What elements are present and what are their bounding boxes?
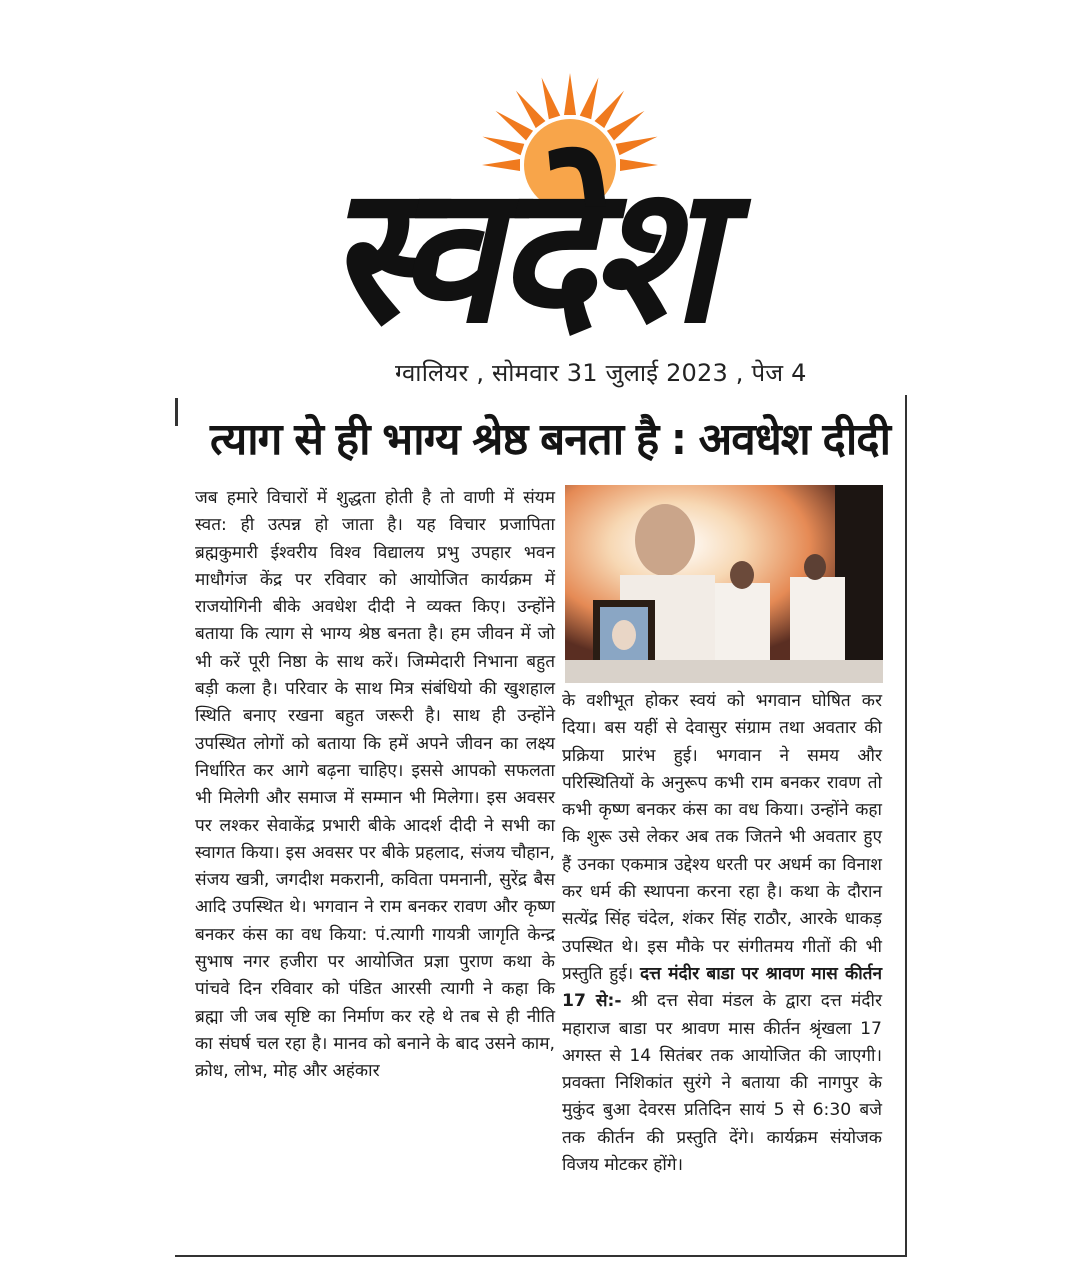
masthead-logo xyxy=(170,70,900,365)
right-column-tail-text: श्री दत्त सेवा मंडल के द्वारा दत्त मंदीर महाराज बाडा पर श्रावण मास कीर्तन श्रृंखला 17 अगस्त से 14 सितंबर तक आयोजित की जाएगी। प्रवक्ता निशिकांत सुरंगे ने बताया की नागपुर के मुकुंद बुआ देवरस प्रतिदिन सायं 5 से 6:30 बजे तक कीर्तन की प्रस्तुति देंगे। कार्यक्रम संयोजक विजय मोटकर होंगे। xyxy=(562,991,882,1176)
dateline: ग्वालियर , सोमवार 31 जुलाई 2023 , पेज 4 xyxy=(395,359,807,387)
clipping-mark xyxy=(175,398,178,426)
brand-title: स्वदेश xyxy=(318,144,752,365)
article-headline: त्याग से ही भाग्य श्रेष्ठ बनता है : अवधेश दीदी xyxy=(210,414,890,465)
event-photo xyxy=(565,485,883,683)
right-column-text: के वशीभूत होकर स्वयं को भगवान घोषित कर दिया। बस यहीं से देवासुर संग्राम तथा अवतार की प्रक्रिया प्रारंभ हुई। भगवान ने समय और परिस्थितियों के अनुरूप कभी राम बनकर रावण तो कभी कृष्ण बनकर कंस का वध किया। उन्होंने कहा कि शुरू उसे लेकर अब तक जितने भी अवतार हुए हैं उनका एकमात्र उद्देश्य धरती पर अधर्म का विनाश कर धर्म की स्थापना करना रहा है। कथा के दौरान सत्येंद्र सिंह चंदेल, शंकर सिंह राठौर, आरके धाकड़ उपस्थित थे। इस मौके पर संगीतमय गीतों की भी प्रस्तुति हुई। xyxy=(562,691,882,984)
article-subhead: दत्त मंदीर बाडा पर श्रावण मास कीर्तन 17 से:- xyxy=(562,963,882,1012)
article-right-column xyxy=(562,688,882,1179)
event-photo-image xyxy=(565,485,883,683)
article-left-column: जब हमारे विचारों में शुद्धता होती है तो वाणी में संयम स्वत: ही उत्पन्न हो जाता है। यह विचार प्रजापिता ब्रह्मकुमारी ईश्वरीय विश्व विद्यालय प्रभु उपहार भवन माधौगंज केंद्र पर रविवार को आयोजित कार्यक्रम में राजयोगिनी बीके अवधेश दीदी ने व्यक्त किए। उन्होंने बताया कि त्याग से भाग्य श्रेष्ठ बनता है। हम जीवन में जो भी करें पूरी निष्ठा के साथ करें। जिम्मेदारी निभाना बहुत बड़ी कला है। परिवार के साथ मित्र संबंधियो की खुशहाल स्थिति बनाए रखना बहुत जरूरी है। साथ ही उन्होंने उपस्थित लोगों को बताया कि हमें अपने जीवन का लक्ष्य निर्धारित कर आगे बढ़ना चाहिए। इससे आपको सफलता भी मिलेगी और समाज में सम्मान भी मिलेगा। इस अवसर पर लश्कर सेवाकेंद्र प्रभारी बीके आदर्श दीदी ने सभी का स्वागत किया। इस अवसर पर बीके प्रहलाद, संजय चौहान, संजय खत्री, जगदीश मकरानी, कविता पमनानी, सुरेंद्र बैस आदि उपस्थित थे। भगवान ने राम बनकर रावण और कृष्ण बनकर कंस का वध किया: पं.त्यागी गायत्री जागृति केन्द्र सुभाष नगर हजीरा पर आयोजित प्रज्ञा पुराण कथा के पांचवे दिन रविवार को पंडित आरसी त्यागी ने कहा कि ब्रह्मा जी जब सृष्टि का निर्माण कर रहे थे तब से ही नीति का संघर्ष चल रहा है। मानव को बनाने के बाद उसने काम, क्रोध, लोभ, मोह और अहंकार xyxy=(195,488,555,1082)
